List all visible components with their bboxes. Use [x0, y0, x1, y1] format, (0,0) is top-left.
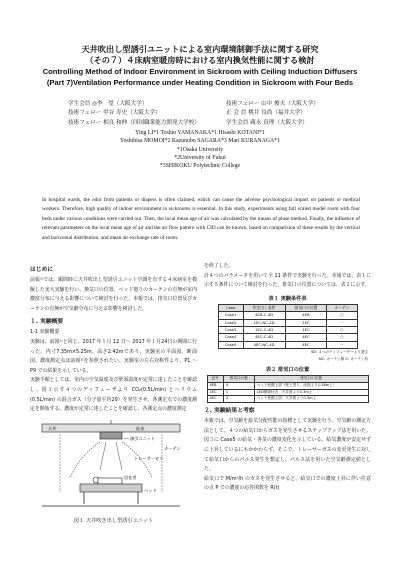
author-entry: 技術フェロー 相良 和伸（四国職業能力開発大学校）	[68, 119, 200, 126]
table-row	[218, 312, 357, 319]
section2-heading: ２. 実験結果と考察	[204, 408, 255, 415]
table-row	[218, 319, 357, 326]
left-column	[30, 262, 197, 524]
table-cell: 4EC	[207, 396, 223, 403]
table-cell: 1EC-C-4D	[243, 327, 285, 334]
title-jp-line1: 天井吹出し型誘引ユニットによる室内環境制御手法に関する研究	[81, 44, 319, 54]
affiliation-2: *2University of Fukui	[174, 155, 226, 161]
right-text1: を終了した。	[204, 263, 234, 269]
bed-shape	[80, 484, 142, 492]
table-cell: 1	[223, 389, 254, 396]
table-cell: 4EB-C-4D	[243, 312, 285, 319]
table-cell: Case4	[218, 334, 243, 341]
table-header-cell: カーテン	[327, 304, 357, 311]
table-cell: Case3	[218, 327, 243, 334]
label-tracer-gas: トレーサーガス	[134, 455, 164, 461]
table-header-cell: 排気口の位置	[285, 304, 327, 311]
author-entry: 技術フェロー 甲谷 寿史（大阪大学）	[68, 110, 161, 117]
table-exhaust-positions	[207, 375, 369, 403]
section2-text2: 給気口で M/m³/h のガスを発生させると、給気口での濃度上昇に伴い任意の点 P での濃度の応答関数を R(t)	[204, 475, 371, 492]
abstract: In hospital wards, the odor from patients or diapers is often claimed, which can cause the adverse psychological impact on patients or medical workers. Therefore, high quality of indoor environment in sickrooms is essential. In this study, experiments using full scaled model room with four beds under various conditions were carried out. Then, the local mean age of air was calculated by the means of pluse method. Finally, the influence of relevant parameters on the local mean age of air and the air flow pattern with CID can be known, based on comparision of these results by the vertical and horizontal distribution, and mean air exchange rate of room.	[42, 197, 360, 241]
induction-unit-shape	[100, 432, 122, 439]
right-text2: 計４つのパラメータを用いて全 11 条件で実験を行った。本報では、表１に示す５条件について検討を行った。排気口の位置については、表２に示す。	[204, 272, 371, 289]
table-cell: 4EC-C-4D	[243, 334, 285, 341]
author-entry: 技術フェロー 山中 俊夫（大阪大学）	[226, 101, 319, 107]
figure-caption: 図１ 天井吹き出し型誘引ユニット	[73, 517, 154, 524]
table-row	[218, 341, 357, 348]
figure-diagram	[40, 420, 182, 516]
table-cell: －	[327, 319, 357, 326]
table-row	[207, 389, 368, 396]
table-cell: 4EC	[285, 334, 327, 341]
authors-right	[226, 100, 319, 128]
label-supply-air: 給気	[136, 425, 145, 431]
ceiling-slab	[42, 424, 180, 432]
table-cell: 4EB	[285, 312, 327, 319]
section1-sub: 1-1 実験概要	[30, 329, 60, 336]
table-cell: 1EC	[285, 327, 327, 334]
section1-text2: 実験手順としては、室内の空気温度及び壁面温度が定常に達したことを確認し、図１示す４つのディフューザより CO₂(0.5L/min) とヘリウム (0.5L/min) の混合ガス（分子量平均29）を発生させ、各測定点での濃度測定を開始する。濃度が定常に達したことを確認し、各測定点の濃度測定	[30, 377, 197, 413]
authors-left	[68, 100, 200, 128]
table-cell: ○	[327, 327, 357, 334]
table-cell: 4EB	[207, 382, 223, 389]
table-cell: LED照明付近、天井面より0.3m上	[254, 389, 368, 396]
table-cell: ベッド枕側上部、天井面より0.3m上	[254, 396, 368, 403]
occupant-body	[98, 478, 122, 484]
author-entry: 正 会 員 桃井 良尚（福井大学）	[226, 110, 306, 117]
section2-text: 本報では、空気齢を総気分配性能の指標として実験を行う。空気齢の測定方法として、４つの給気口からガスを発生させるステップアップ法を用いた。 図３に Case5 の給気・各気の濃度変化を示している。給気濃度が安定せずに上昇しているにもかかわらず、そこで、トレーサーガスの変更発生に対して給気口からのパルス発生を想定し、パルス法を用いた空気齢測定値とした。	[204, 418, 371, 473]
table1-note1: 4D: ４つのディフューザーより発生	[310, 350, 368, 355]
affiliation-1: *1Osaka University	[176, 147, 224, 153]
title-jp-line2: （その７）４床病室暖房時における室内換気性能に関する検討	[85, 55, 315, 65]
intro-text: 前報¹⁾では、順問時に天井吹出し型誘引ユニット空調を有する４床病室を模擬した実大実験を行い、換気口の位置、ベッド廻りのカーテンの有無が室内濃度分布に与える影響について検討を行った。本報では、排気口位置及びカーテンの有無が空気齢分布に与える影響を検討した。	[30, 277, 197, 312]
table-cell: 1EC	[285, 319, 327, 326]
table-cell: ○	[327, 334, 357, 341]
table-cell: 4EC	[285, 341, 327, 348]
table-cell: Case1	[218, 312, 243, 319]
table-cell: ○	[327, 312, 357, 319]
table2-caption: 表２ 排気口の位置	[265, 367, 310, 374]
table-header-row	[218, 304, 357, 311]
section1-text: 実験は、前報¹⁾と同じ、2017 年１月 12 日〜 2017 年１月24日の期間に行った。内寸7.35m×5.25m、高さ2.42mであり、実験室の平面図、断面図、濃度測定点は前報¹⁾を参照されたい。実験室の左右対称性より、P1 〜 P9 での結果を示している。	[30, 338, 197, 374]
table1-caption: 表１ 実験条件表	[268, 295, 307, 302]
table-cell: 4	[223, 382, 254, 389]
table-header-cell: Case	[218, 304, 243, 311]
intro-heading: はじめに	[30, 267, 54, 273]
table-cell: Case5	[218, 341, 243, 348]
affiliation-3: *3SHIKOKU Polytechnic College	[159, 163, 241, 169]
table-row	[218, 327, 357, 334]
table-cell: 4EC-NC-4D	[243, 341, 285, 348]
table-cell: －	[327, 341, 357, 348]
table-cell: 4	[223, 396, 254, 403]
right-column	[204, 262, 371, 494]
table-header-cell: 排気口の数	[223, 376, 254, 383]
author-entry: 学生会員 蔵永 真理（大阪大学）	[226, 119, 308, 126]
table-cell: ベッド枕側上部（壁上寄り、床面より1.58m上）	[254, 382, 368, 389]
author-entry: 学生会員 ◎李 瑩（大阪大学）	[68, 101, 148, 107]
authors-en-line2: Yoshihisa MOMOI*2 Kazunobu SAGARA*3 Mari KURANAGA*1	[120, 138, 280, 144]
table-cell: 1EC	[207, 389, 223, 396]
table-row	[207, 382, 368, 389]
figure-induction-unit	[40, 420, 182, 516]
table-experiment-conditions	[218, 304, 358, 349]
label-induction-unit: 誘引ユニット	[130, 435, 155, 441]
table-header-row	[207, 376, 368, 383]
label-bed: ベッド	[144, 487, 157, 493]
table-header-cell: 記号	[207, 376, 223, 383]
label-ceiling: 天井	[48, 425, 57, 431]
label-curtain: カーテン	[164, 445, 181, 451]
table-cell: Case2	[218, 319, 243, 326]
table1-note2: NC: カーテン無 C: カーテン有	[318, 356, 368, 361]
table-header-cell: 排気口の位置	[254, 376, 368, 383]
label-occupant: 居住者	[124, 474, 137, 480]
title-en-line1: Controlling Method of Indoor Environment in Sickroom with Ceiling Induction Diffusers	[42, 67, 358, 76]
table-cell: 1EC-NC-4D	[243, 319, 285, 326]
section1-heading: １. 実験概要	[30, 319, 64, 326]
table-row	[218, 334, 357, 341]
table-header-cell: 吹き出し条件	[243, 304, 285, 311]
title-en-line2: (Part 7)Ventilation Performance under Heating Condition in Sickroom with Four Beds	[46, 78, 354, 87]
authors-en-line1: Ying LI*1 Toshio YAMANAKA*1 Hisashi KOTANI*1	[135, 130, 265, 136]
table-row	[207, 396, 368, 403]
